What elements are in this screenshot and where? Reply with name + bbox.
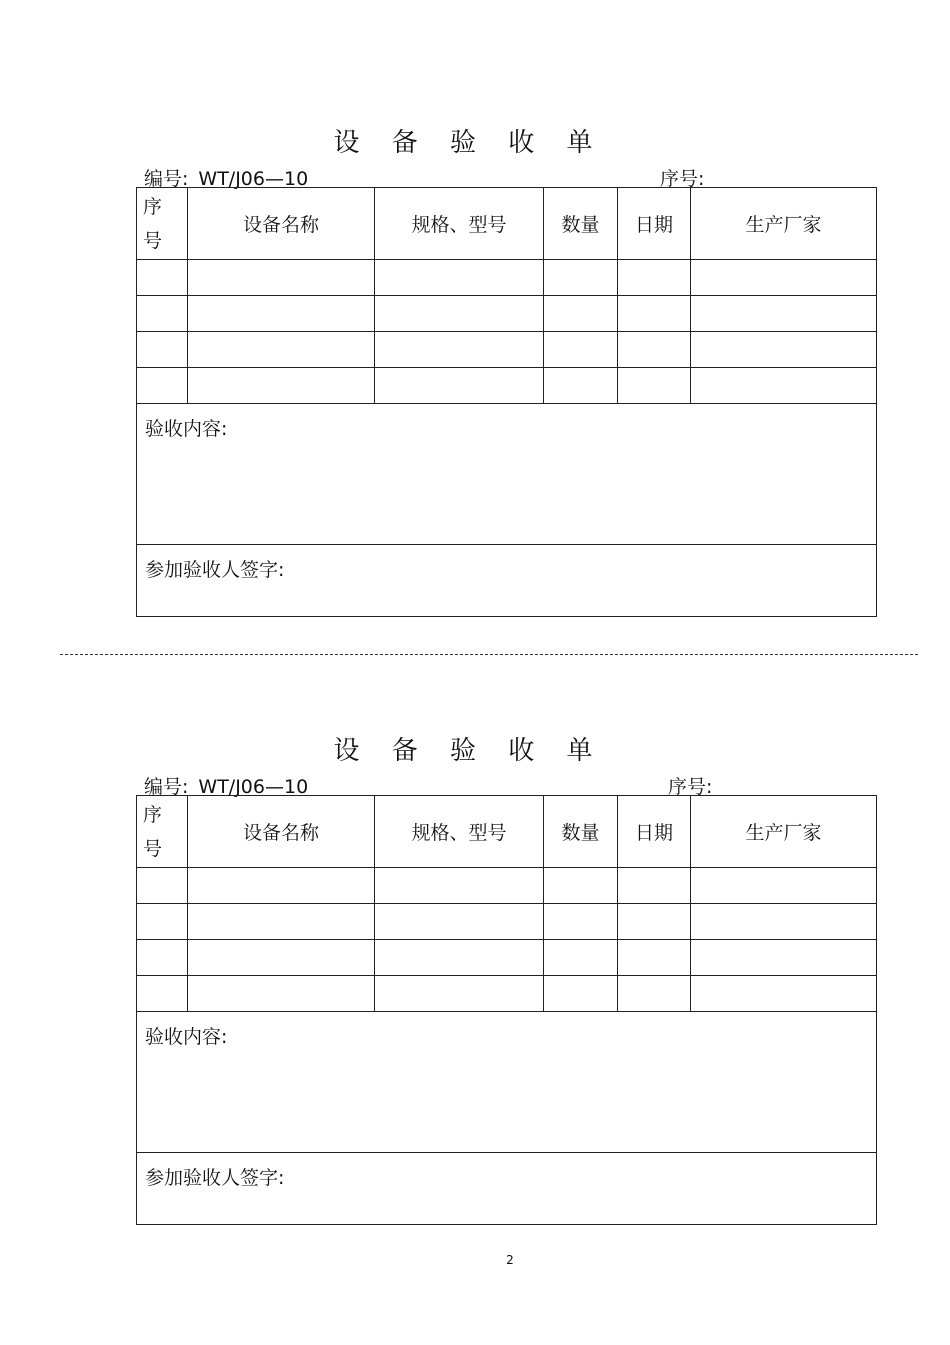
cell-spec-model[interactable]: [375, 332, 544, 368]
form-code-label: 编号:: [144, 168, 189, 190]
cell-equipment-name[interactable]: [188, 368, 375, 404]
header-quantity: 数量: [544, 188, 618, 260]
cell-seq[interactable]: [137, 332, 188, 368]
cell-equipment-name[interactable]: [188, 904, 375, 940]
header-equipment-name: 设备名称: [188, 188, 375, 260]
signature-field[interactable]: [137, 1153, 877, 1225]
serial-number-label: 序号:: [668, 776, 713, 798]
form-title: 设 备 验 收 单: [333, 128, 605, 158]
cell-date[interactable]: [618, 976, 691, 1012]
cell-date[interactable]: [618, 940, 691, 976]
header-seq-line1: 序: [143, 803, 163, 826]
cell-date[interactable]: [618, 868, 691, 904]
cell-quantity[interactable]: [544, 368, 618, 404]
signature-row: [137, 545, 877, 617]
acceptance-content-label: 验收内容:: [145, 1026, 228, 1048]
form-title: 设 备 验 收 单: [333, 736, 605, 766]
cell-quantity[interactable]: [544, 296, 618, 332]
cell-seq[interactable]: [137, 940, 188, 976]
cell-date[interactable]: [618, 260, 691, 296]
cell-date[interactable]: [618, 368, 691, 404]
cell-spec-model[interactable]: [375, 940, 544, 976]
cell-manufacturer[interactable]: [691, 940, 877, 976]
equipment-table: [136, 187, 877, 617]
cell-quantity[interactable]: [544, 868, 618, 904]
cell-quantity[interactable]: [544, 940, 618, 976]
cell-equipment-name[interactable]: [188, 260, 375, 296]
header-spec-model: 规格、型号: [375, 796, 544, 868]
signature-label: 参加验收人签字:: [145, 559, 285, 581]
cell-manufacturer[interactable]: [691, 868, 877, 904]
cell-equipment-name[interactable]: [188, 868, 375, 904]
table-header-row: [137, 796, 877, 868]
cell-manufacturer[interactable]: [691, 976, 877, 1012]
header-quantity: 数量: [544, 796, 618, 868]
header-manufacturer: 生产厂家: [691, 188, 877, 260]
table-row: [137, 332, 877, 368]
signature-row: [137, 1153, 877, 1225]
cell-spec-model[interactable]: [375, 260, 544, 296]
table-row: [137, 976, 877, 1012]
cell-date[interactable]: [618, 296, 691, 332]
acceptance-content-row: [137, 404, 877, 545]
header-seq: [137, 796, 188, 868]
cell-equipment-name[interactable]: [188, 296, 375, 332]
table-row: [137, 296, 877, 332]
header-date: 日期: [618, 796, 691, 868]
cut-line-divider: [60, 654, 918, 655]
cell-quantity[interactable]: [544, 332, 618, 368]
cell-seq[interactable]: [137, 368, 188, 404]
form-code-label: 编号:: [144, 776, 189, 798]
table-row: [137, 940, 877, 976]
cell-spec-model[interactable]: [375, 368, 544, 404]
acceptance-content-field[interactable]: [137, 1012, 877, 1153]
cell-spec-model[interactable]: [375, 296, 544, 332]
cell-quantity[interactable]: [544, 976, 618, 1012]
cell-manufacturer[interactable]: [691, 260, 877, 296]
header-seq-line1: 序: [143, 195, 163, 218]
serial-number-label: 序号:: [660, 168, 705, 190]
form-code-value: WT/J06—10: [198, 168, 309, 190]
table-row: [137, 260, 877, 296]
form-code-value: WT/J06—10: [198, 776, 309, 798]
header-manufacturer: 生产厂家: [691, 796, 877, 868]
cell-seq[interactable]: [137, 260, 188, 296]
header-seq: [137, 188, 188, 260]
signature-label: 参加验收人签字:: [145, 1167, 285, 1189]
cell-date[interactable]: [618, 904, 691, 940]
cell-quantity[interactable]: [544, 260, 618, 296]
cell-seq[interactable]: [137, 296, 188, 332]
table-row: [137, 904, 877, 940]
cell-date[interactable]: [618, 332, 691, 368]
cell-manufacturer[interactable]: [691, 368, 877, 404]
cell-seq[interactable]: [137, 976, 188, 1012]
header-seq-line2: 号: [143, 229, 163, 252]
cell-spec-model[interactable]: [375, 976, 544, 1012]
cell-quantity[interactable]: [544, 904, 618, 940]
equipment-table: [136, 795, 877, 1225]
acceptance-content-field[interactable]: [137, 404, 877, 545]
acceptance-content-label: 验收内容:: [145, 418, 228, 440]
cell-manufacturer[interactable]: [691, 904, 877, 940]
page-number: 2: [506, 1253, 514, 1267]
table-row: [137, 368, 877, 404]
cell-equipment-name[interactable]: [188, 976, 375, 1012]
header-seq-line2: 号: [143, 837, 163, 860]
signature-field[interactable]: [137, 545, 877, 617]
cell-equipment-name[interactable]: [188, 332, 375, 368]
cell-manufacturer[interactable]: [691, 296, 877, 332]
cell-seq[interactable]: [137, 868, 188, 904]
header-date: 日期: [618, 188, 691, 260]
cell-seq[interactable]: [137, 904, 188, 940]
table-row: [137, 868, 877, 904]
header-spec-model: 规格、型号: [375, 188, 544, 260]
acceptance-content-row: [137, 1012, 877, 1153]
table-header-row: [137, 188, 877, 260]
cell-equipment-name[interactable]: [188, 940, 375, 976]
cell-spec-model[interactable]: [375, 904, 544, 940]
cell-spec-model[interactable]: [375, 868, 544, 904]
cell-manufacturer[interactable]: [691, 332, 877, 368]
header-equipment-name: 设备名称: [188, 796, 375, 868]
